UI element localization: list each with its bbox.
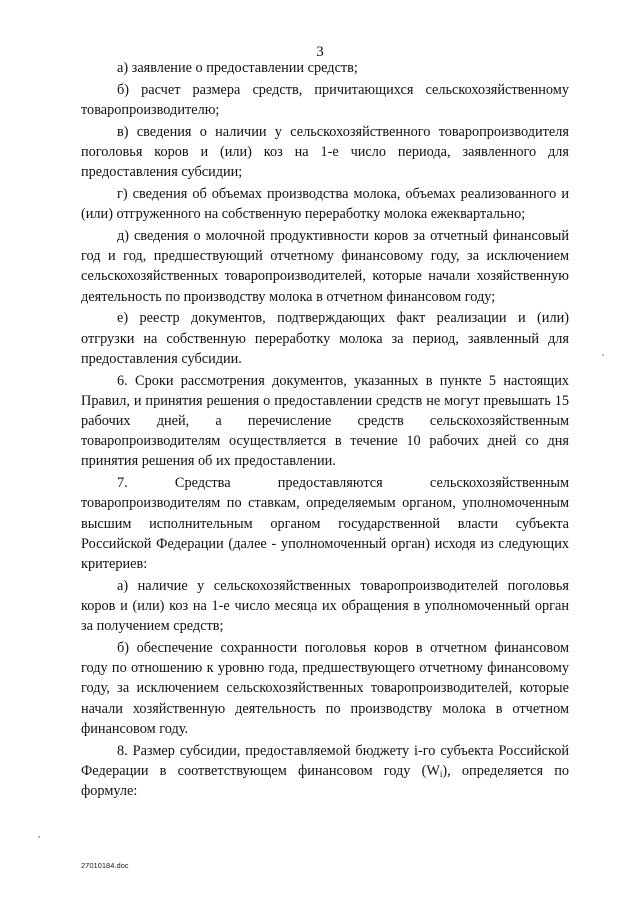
paragraph-g-production: г) сведения об объемах производства молока, объемах реализованного и (или) отгруженного на собственную переработку молока ежеквартально; xyxy=(81,186,569,223)
paragraph-e-registry: е) реестр документов, подтверждающих факт реализации и (или) отгрузки на собственную переработку молока за период, заявленный для предоставления субсидии. xyxy=(81,310,569,367)
paragraph-a-application: а) заявление о предоставлении средств; xyxy=(117,60,358,76)
paragraph-d-productivity: д) сведения о молочной продуктивности коров за отчетный финансовый год и год, предшествующий отчетному финансовому году, за исключением сельскохозяйственных товаропроизводителей, которые начали хозяйственную деятельность по производству молока в отчетном финансовом году; xyxy=(81,228,569,305)
paragraph-8-subsidy-size xyxy=(81,741,569,802)
scan-speck xyxy=(38,836,40,838)
subsidy-text-before: 8. Размер субсидии, предоставляемой бюджету i-го субъекта Российской Федерации в соответствующем финансовом году (W xyxy=(81,742,569,779)
subsidy-subscript: i xyxy=(439,768,443,779)
page-number: 3 xyxy=(316,44,324,60)
paragraph-b-calculation: б) расчет размера средств, причитающихся сельскохозяйственному товаропроизводителю; xyxy=(81,81,569,118)
subsidy-text-after: ), определяется по формуле: xyxy=(81,762,569,800)
document-body xyxy=(81,58,569,803)
paragraph-6-terms: 6. Сроки рассмотрения документов, указанных в пункте 5 настоящих Правил, и принятия решения о предоставлении средств не могут превышать 15 рабочих дней, а перечисление средств сельскохозяйственным товаропроизводителям осуществляется в течение 10 рабочих дней со дня принятия решения об их предоставлении. xyxy=(81,372,569,470)
file-name-footer: 27010184.doc xyxy=(81,861,129,870)
paragraph-7a-livestock: а) наличие у сельскохозяйственных товаропроизводителей поголовья коров и (или) коз на 1-е число месяца их обращения в уполномоченный орган за получением средств; xyxy=(81,577,569,635)
paragraph-v-livestock: в) сведения о наличии у сельскохозяйственного товаропроизводителя поголовья коров и (или) коз на 1-е число периода, заявленного для предоставления субсидии; xyxy=(81,123,569,181)
scan-speck xyxy=(602,354,604,356)
paragraph-7b-preservation: б) обеспечение сохранности поголовья коров в отчетном финансовом году по отношению к уровню года, предшествующего отчетному финансовому году, за исключением сельскохозяйственных товаропроизводителей, которые начали хозяйственную деятельность по производству молока в отчетном финансовом году. xyxy=(81,640,569,737)
paragraph-7-funds: 7. Средства предоставляются сельскохозяйственным товаропроизводителям по ставкам, определяемым органом, уполномоченным высшим исполнительным органом государственной власти субъекта Российской Федерации (далее - уполномоченный орган) исходя из следующих критериев: xyxy=(81,475,569,573)
